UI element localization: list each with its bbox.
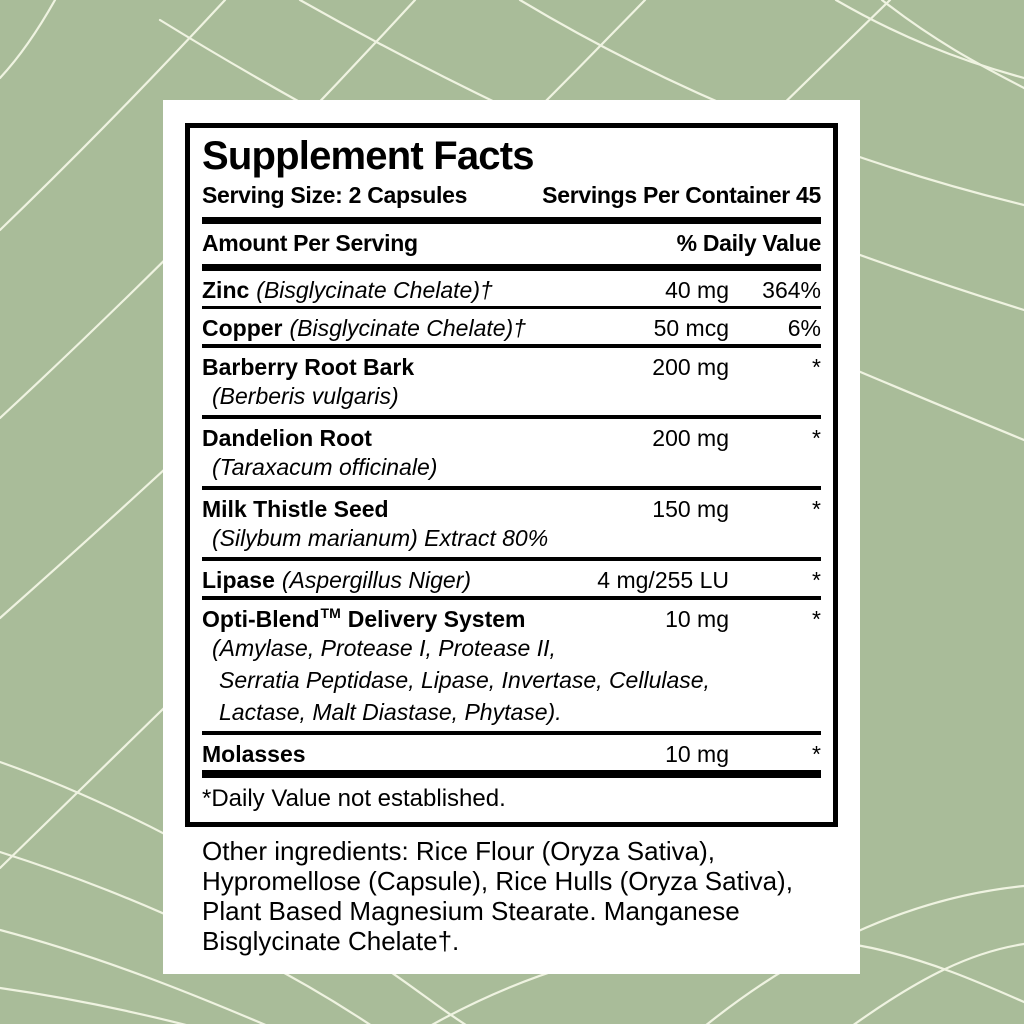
daily-value-cell: 364% xyxy=(762,276,821,303)
ingredient-detail: (Bisglycinate Chelate)† xyxy=(289,314,527,341)
ingredient-name: Lipase xyxy=(202,566,275,593)
fact-row-barberry-root-bark xyxy=(202,348,821,410)
amount-cell: 10 mg xyxy=(665,740,729,767)
fact-row-line xyxy=(202,600,821,635)
ingredient-name-cell xyxy=(202,566,564,594)
fact-row-copper xyxy=(202,309,821,344)
ingredient-latin-name: (Silybum marianum) Extract 80% xyxy=(212,524,549,551)
ingredient-name: Zinc xyxy=(202,276,250,303)
daily-value-cell: * xyxy=(812,740,821,767)
trademark-superscript: TM xyxy=(320,605,341,622)
ingredient-detail: (Bisglycinate Chelate)† xyxy=(256,276,493,303)
ingredient-name: Dandelion Root xyxy=(202,424,372,451)
servings-per-container-text: Servings Per Container 45 xyxy=(542,181,821,208)
daily-value-cell: * xyxy=(812,353,821,380)
amount-cell: 10 mg xyxy=(665,605,729,632)
col-header-daily-value: % Daily Value xyxy=(676,230,821,257)
blend-components-line: Serratia Peptidase, Lipase, Invertase, Cellulase, xyxy=(219,666,710,693)
ingredient-name: Barberry Root Bark xyxy=(202,353,415,380)
label-card xyxy=(163,100,860,974)
fact-row-line xyxy=(202,735,821,770)
fact-row-milk-thistle-seed xyxy=(202,490,821,552)
fact-row-line xyxy=(202,309,821,344)
other-ingredients-line: Other ingredients: Rice Flour (Oryza Sativa), xyxy=(202,835,715,866)
amount-cell: 200 mg xyxy=(652,424,729,451)
ingredient-name-cell xyxy=(202,276,564,304)
ingredient-name: Milk Thistle Seed xyxy=(202,495,389,522)
amount-cell: 4 mg/255 LU xyxy=(597,566,729,593)
ingredient-name-cell xyxy=(202,353,564,381)
daily-value-cell: * xyxy=(812,566,821,593)
fact-row-opti-blend xyxy=(202,600,821,726)
fact-row-line xyxy=(202,419,821,454)
other-ingredients-line: Bisglycinate Chelate†. xyxy=(202,925,460,956)
amount-cell: 50 mcg xyxy=(653,314,729,341)
fact-row-zinc xyxy=(202,271,821,306)
fact-row-line xyxy=(202,271,821,306)
amount-cell: 40 mg xyxy=(665,276,729,303)
fact-row-line xyxy=(202,348,821,383)
amount-cell: 150 mg xyxy=(652,495,729,522)
ingredient-detail: (Aspergillus Niger) xyxy=(281,566,472,593)
ingredient-name-continued: Delivery System xyxy=(347,605,526,632)
daily-value-footnote: *Daily Value not established. xyxy=(202,784,506,812)
thick-divider xyxy=(202,264,821,271)
daily-value-cell: * xyxy=(812,424,821,451)
serving-info-row xyxy=(202,180,821,218)
fact-row-lipase xyxy=(202,561,821,596)
ingredient-latin-name: (Taraxacum officinale) xyxy=(212,453,438,480)
other-ingredients-line: Plant Based Magnesium Stearate. Manganese xyxy=(202,895,740,926)
ingredient-name: Copper xyxy=(202,314,283,341)
ingredient-name-cell xyxy=(202,314,564,342)
thick-divider xyxy=(202,770,821,778)
fact-row-line xyxy=(202,561,821,596)
amount-cell: 200 mg xyxy=(652,353,729,380)
ingredient-name: Molasses xyxy=(202,740,306,767)
other-ingredients-text xyxy=(202,836,838,956)
ingredient-name-cell xyxy=(202,605,564,633)
fact-row-molasses xyxy=(202,735,821,770)
blend-components-line: (Amylase, Protease I, Protease II, xyxy=(212,634,556,661)
ingredient-name: Opti-Blend xyxy=(202,605,320,632)
fact-row-line xyxy=(202,490,821,525)
supplement-facts-panel xyxy=(185,123,838,827)
daily-value-cell: * xyxy=(812,495,821,522)
col-header-amount-per-serving: Amount Per Serving xyxy=(202,230,418,257)
ingredient-latin-name: (Berberis vulgaris) xyxy=(212,382,399,409)
thick-divider xyxy=(202,217,821,224)
ingredient-name-cell xyxy=(202,740,564,768)
ingredient-name-cell xyxy=(202,495,564,523)
daily-value-cell: * xyxy=(812,605,821,632)
daily-value-cell: 6% xyxy=(787,314,821,341)
column-header-row xyxy=(202,224,821,264)
ingredient-name-cell xyxy=(202,424,564,452)
blend-components-line: Lactase, Malt Diastase, Phytase). xyxy=(219,698,562,725)
other-ingredients-line: Hypromellose (Capsule), Rice Hulls (Oryza Sativa), xyxy=(202,865,793,896)
facts-title: Supplement Facts xyxy=(202,134,534,178)
serving-size-text: Serving Size: 2 Capsules xyxy=(202,181,468,208)
fact-row-dandelion-root xyxy=(202,419,821,481)
